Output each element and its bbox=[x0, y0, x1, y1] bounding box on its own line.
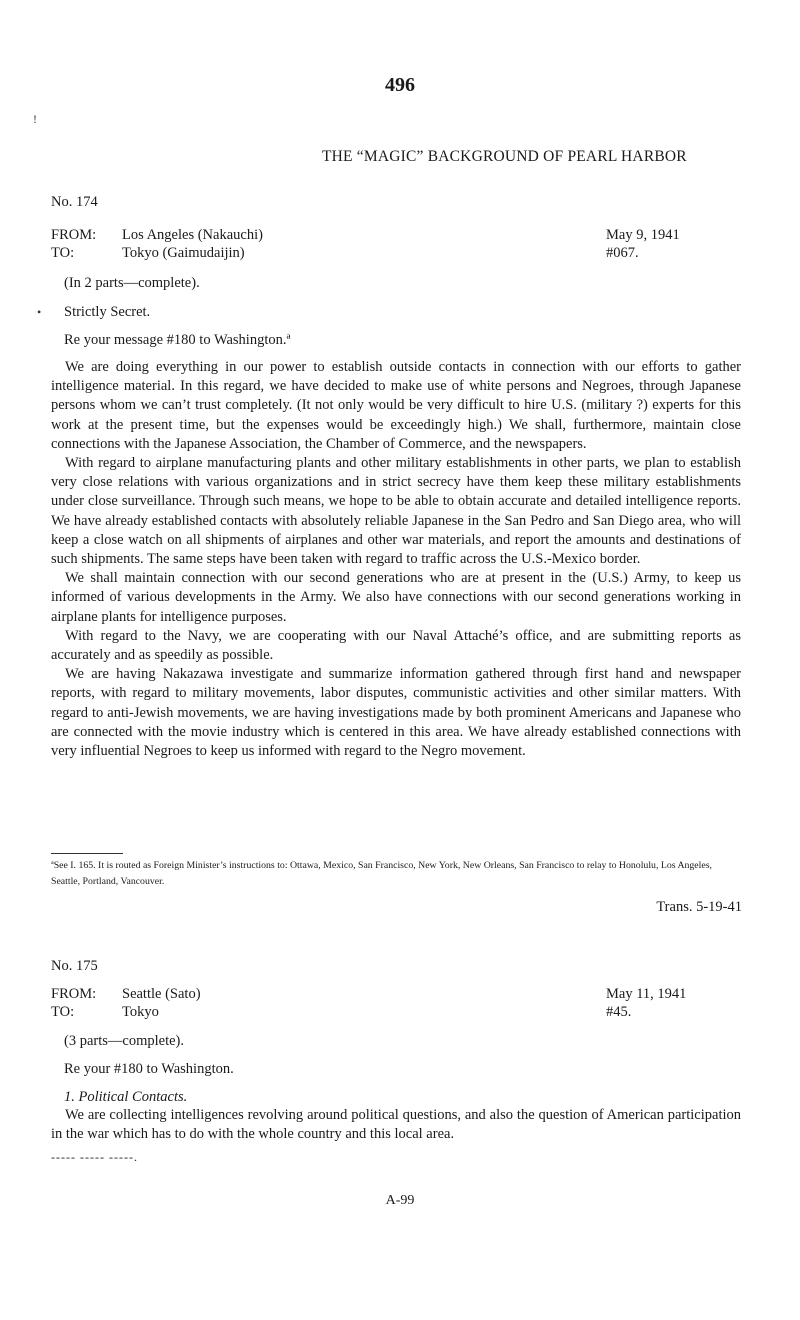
message-number-175: No. 175 bbox=[51, 958, 98, 974]
to-value-174: Tokyo (Gaimudaijin) bbox=[122, 245, 245, 261]
omission-dashes: ----- ----- -----. bbox=[51, 1150, 138, 1164]
paragraph: We are having Nakazawa investigate and summarize information gathered through first hand and newspaper reports, with regard to military movements, labor disputes, communistic activities and other similar matters. With regard to anti-Jewish movements, we are having investigations made by both prominent Americans and Japanese who are connected with the movie industry which is centered in this area. We have already established connections with very influential Negroes to keep us informed with regard to the Negro movement. bbox=[51, 666, 741, 760]
from-value-174: Los Angeles (Nakauchi) bbox=[122, 227, 263, 243]
date-174: May 9, 1941 bbox=[606, 227, 680, 243]
page-number: 496 bbox=[385, 74, 415, 96]
section-heading-175: 1. Political Contacts. bbox=[64, 1089, 188, 1105]
re-line-175: Re your #180 to Washington. bbox=[64, 1061, 234, 1077]
ref-174: #067. bbox=[606, 245, 639, 261]
to-value-175: Tokyo bbox=[122, 1004, 159, 1020]
ref-175: #45. bbox=[606, 1004, 632, 1020]
message-number-174: No. 174 bbox=[51, 194, 98, 210]
to-label-175: TO: bbox=[51, 1004, 75, 1020]
to-label-174: TO: bbox=[51, 245, 75, 261]
from-label-175: FROM: bbox=[51, 986, 97, 1002]
from-value-175: Seattle (Sato) bbox=[122, 986, 201, 1002]
classification-174: Strictly Secret. bbox=[64, 304, 151, 320]
date-175: May 11, 1941 bbox=[606, 986, 687, 1002]
paragraph: With regard to the Navy, we are cooperating with our Naval Attaché’s office, and are submitting reports as accurately and as speedily as possible. bbox=[51, 627, 741, 664]
parts-175: (3 parts—complete). bbox=[64, 1033, 184, 1049]
footnote-rule bbox=[51, 853, 123, 854]
translation-date-174: Trans. 5-19-41 bbox=[656, 899, 742, 915]
paragraph: We are doing everything in our power to establish outside contacts in connection with our efforts to gather intelligence material. In this regard, we have decided to make use of white persons and Negroes, through Japanese persons whom we can’t trust completely. (It not only would be very difficult to hire U.S. (military ?) experts for this work at the present time, but the expenses would be exceedingly high.) We shall, furthermore, maintain close connections with the Japanese Association, the Chamber of Commerce, and the newspapers. bbox=[51, 359, 741, 452]
running-head: THE “MAGIC” BACKGROUND OF PEARL HARBOR bbox=[322, 148, 687, 165]
page-footer: A-99 bbox=[385, 1193, 415, 1208]
parts-174: (In 2 parts—complete). bbox=[64, 275, 200, 291]
footnote: ªSee I. 165. It is routed as Foreign Minister’s instructions to: Ottawa, Mexico, San Francisco, New York, New Orleans, San Francisco to relay to Honolulu, Los Angeles, Seattle, Portland, Vancouver. bbox=[51, 860, 712, 887]
bullet-mark: • bbox=[37, 305, 42, 319]
paragraph: We shall maintain connection with our second generations who are at present in the (U.S.) Army, to keep us informed of various developments in the Army. We also have connections with our second generations working in airplane plants for intelligence purposes. bbox=[51, 570, 741, 625]
paragraph: With regard to airplane manufacturing plants and other military establishments in other parts, we plan to establish very close relations with various organizations and in strict secrecy have them keep these military establishments under close surveillance. Through such means, we hope to be able to obtain accurate and detailed intelligence reports. We have already established contacts with absolutely reliable Japanese in the San Pedro and San Diego area, who will keep a close watch on all shipments of airplanes and other war materials, and report the amounts and destinations of such shipments. The same steps have been taken with regard to traffic across the U.S.-Mexico border. bbox=[51, 455, 741, 568]
re-line-174: Re your message #180 to Washington.ª bbox=[64, 332, 291, 348]
body-175 bbox=[51, 1106, 741, 1144]
paragraph: We are collecting intelligences revolving around political questions, and also the question of American participation in the war which has to do with the whole country and this local area. bbox=[51, 1107, 741, 1143]
from-label-174: FROM: bbox=[51, 227, 97, 243]
body-174 bbox=[51, 358, 741, 761]
stray-mark: ! bbox=[33, 112, 37, 126]
